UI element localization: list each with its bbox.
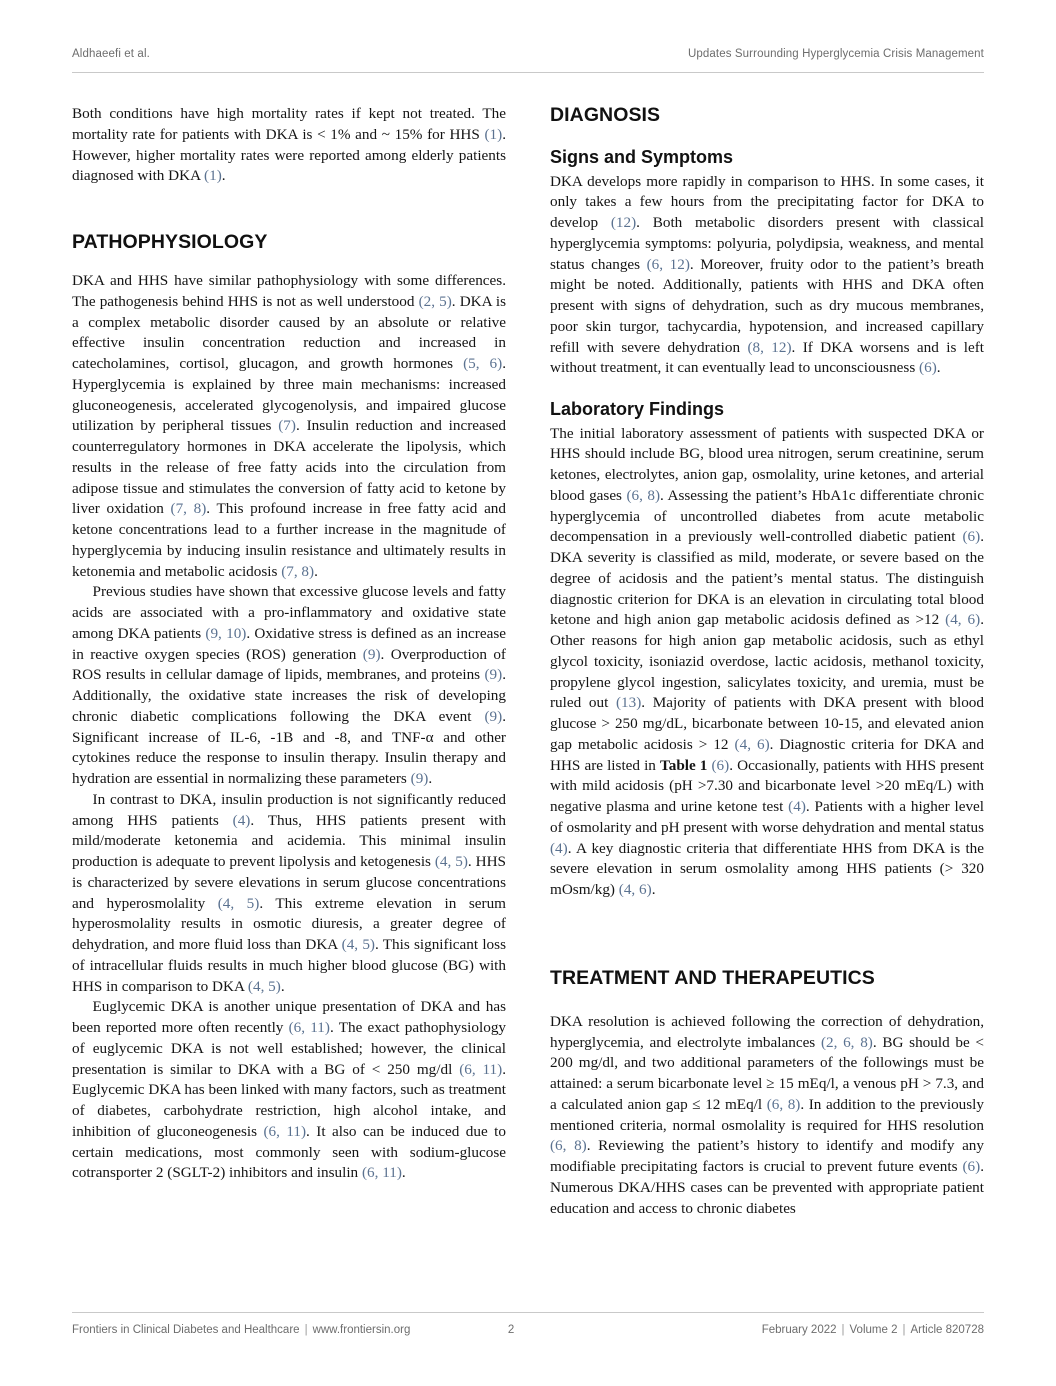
paragraph-laboratory-findings xyxy=(550,424,984,901)
text-run: DKA and HHS have similar pathophysiology with some differences. The pathogenesis behind HHS is not as well understood xyxy=(72,272,506,310)
spacer xyxy=(550,127,984,147)
page-footer xyxy=(72,1324,984,1336)
text-run: . It also can be induced due to certain medications, most commonly seen with sodium-glucose cotransporter 2 (SGLT-2) inhibitors and insulin xyxy=(72,1122,506,1182)
text-run: . Diagnostic criteria for DKA and HHS are listed in xyxy=(550,735,984,774)
text-run: . xyxy=(428,770,433,787)
table-reference[interactable]: Table 1 xyxy=(659,756,708,774)
text-run: . Euglycemic DKA has been linked with many factors, such as treatment of diabetes, carbohydrate restriction, high alcohol intake, and inhibition of gluconeogenesis xyxy=(72,1060,506,1140)
citation-link[interactable]: (6, 11) xyxy=(361,1164,402,1182)
citation-link[interactable]: (6, 11) xyxy=(263,1122,307,1140)
citation-link[interactable]: (6, 8) xyxy=(626,486,661,504)
spacer xyxy=(550,379,984,399)
citation-link[interactable]: (4, 6) xyxy=(734,735,770,753)
text-run: . xyxy=(221,167,226,185)
citation-link[interactable]: (6, 8) xyxy=(550,1137,587,1155)
paragraph-mortality xyxy=(72,104,506,187)
citation-link[interactable]: (9) xyxy=(484,666,503,684)
citation-link[interactable]: (13) xyxy=(615,694,642,712)
paragraph-treatment xyxy=(550,1012,984,1220)
footer-separator: | xyxy=(841,1324,845,1336)
citation-link[interactable]: (4, 5) xyxy=(247,977,281,995)
text-run: Previous studies have shown that excessive glucose levels and fatty acids are associated with a pro-inflammatory and oxidative state among DKA patients xyxy=(72,583,506,642)
paragraph-pathophysiology-1 xyxy=(72,271,506,582)
footer-journal-block xyxy=(72,1324,410,1336)
citation-link[interactable]: (9, 10) xyxy=(205,624,247,642)
spacer xyxy=(550,901,984,967)
text-run: Both conditions have high mortality rates if kept not treated. The mortality rate for patients with DKA is < 1% and ~ 15% for HHS xyxy=(72,105,506,143)
text-run: . xyxy=(936,359,941,377)
text-run: . This extreme elevation in serum hyperosmolality results in osmotic diuresis, a greater degree of dehydration, and more fluid loss than DKA xyxy=(72,894,506,953)
citation-link[interactable]: (6) xyxy=(962,1158,981,1176)
text-run: . HHS is characterized by severe elevations in serum glucose concentrations and hyperosmolality xyxy=(72,853,507,912)
running-head xyxy=(72,48,984,60)
citation-link[interactable]: (6, 12) xyxy=(646,255,690,273)
paragraph-signs-symptoms xyxy=(550,172,984,380)
citation-link[interactable]: (6, 8) xyxy=(766,1095,801,1113)
citation-link[interactable]: (4, 6) xyxy=(618,881,652,899)
spacer xyxy=(72,254,506,271)
citation-link[interactable]: (4) xyxy=(788,798,806,816)
citation-link[interactable]: (4, 5) xyxy=(341,936,375,953)
paragraph-pathophysiology-3 xyxy=(72,790,506,998)
text-run: In contrast to DKA, insulin production is not significantly reduced among HHS patients xyxy=(72,790,506,829)
text-run: . Majority of patients with DKA present with blood glucose > 250 mg/dL, bicarbonate between 10-15, and elevated anion gap metabolic acidosis > 12 xyxy=(550,694,984,753)
citation-link[interactable]: (7) xyxy=(278,417,296,435)
citation-link[interactable]: (4, 5) xyxy=(217,894,260,912)
citation-link[interactable]: (1) xyxy=(204,167,222,185)
text-run: . Other reasons for high anion gap metabolic acidosis, such as ethyl glycol toxicity, isoniazid overdose, lactic acidosis, methanol toxicity, propylene glycol ingestion, salicylates toxicity, and uremia, must be ruled out xyxy=(550,611,984,712)
citation-link[interactable]: (4) xyxy=(550,839,568,857)
paragraph-pathophysiology-4 xyxy=(72,997,506,1184)
text-run: . BG should be < 200 mg/dl, and two additional parameters of the followings must be attained: a serum bicarbonate level ≥ 15 mEq/l, a venous pH > 7.3, and a calculated anion gap ≤ 12 mEq/l xyxy=(550,1033,984,1113)
left-column xyxy=(72,104,506,1276)
subsection-heading-signs-and-symptoms: Signs and Symptoms xyxy=(550,147,734,167)
text-run: . xyxy=(651,881,656,899)
text-run: . Oxidative stress is defined as an increase in reactive oxygen species (ROS) generation xyxy=(72,624,506,663)
citation-link[interactable]: (7, 8) xyxy=(281,562,315,580)
citation-link[interactable]: (9) xyxy=(362,645,381,663)
citation-link[interactable]: (2, 5) xyxy=(418,292,452,310)
text-run: . Additionally, the oxidative state increases the risk of developing chronic diabetic complications following the DKA event xyxy=(72,666,506,725)
text-run: . xyxy=(280,977,285,995)
text-run: . However, higher mortality rates were reported among elderly patients diagnosed with DKA xyxy=(72,125,506,185)
footer-website-link[interactable]: www.frontiersin.org xyxy=(312,1324,411,1336)
citation-link[interactable]: (6, 11) xyxy=(459,1060,503,1078)
header-divider xyxy=(72,72,984,73)
text-run: . A key diagnostic criteria that differentiate HHS from DKA is the severe elevation in serum osmolality among HHS patients (> 320 mOsm/kg) xyxy=(550,839,984,899)
text-run: . xyxy=(314,562,318,580)
text-run: . xyxy=(401,1164,406,1182)
text-run: . Assessing the patient’s HbA1c differentiate chronic hyperglycemia of uncontrolled diabetes from acute metabolic decompensation in a previously well-controlled diabetic patient xyxy=(550,486,984,546)
footer-issue-block xyxy=(762,1324,984,1336)
citation-link[interactable]: (5, 6) xyxy=(463,355,503,372)
text-run: . This profound increase in free fatty acid and ketone concentrations lead to a further increase in the magnitude of hyperglycemia by inducing insulin resistance and ultimately results in ketonemia and metabolic acidosis xyxy=(72,500,506,580)
section-heading-diagnosis: DIAGNOSIS xyxy=(550,104,661,126)
footer-journal-name: Frontiers in Clinical Diabetes and Healthcare xyxy=(72,1324,300,1336)
citation-link[interactable]: (12) xyxy=(610,214,637,232)
footer-volume: Volume 2 xyxy=(849,1324,898,1336)
running-head-title: Updates Surrounding Hyperglycemia Crisis Management xyxy=(687,48,984,60)
text-run: . In addition to the previously mentioned criteria, normal osmolality is required for HHS resolution xyxy=(550,1095,984,1134)
text-run: . Numerous DKA/HHS cases can be prevented with appropriate patient education and access to chronic diabetes xyxy=(550,1158,984,1217)
paragraph-pathophysiology-2 xyxy=(72,582,506,790)
citation-link[interactable]: (8, 12) xyxy=(747,338,792,356)
citation-link[interactable]: (6, 11) xyxy=(288,1019,330,1036)
text-run: DKA resolution is achieved following the correction of dehydration, hyperglycemia, and electrolyte imbalances xyxy=(550,1012,984,1051)
right-column xyxy=(550,104,984,1276)
footer-divider xyxy=(72,1312,984,1313)
text-run: . If DKA worsens and is left without treatment, it can eventually lead to unconsciousness xyxy=(550,338,984,377)
running-head-authors: Aldhaeefi et al. xyxy=(72,48,150,60)
citation-link[interactable]: (4) xyxy=(232,811,251,829)
text-run: . Both metabolic disorders present with classical hyperglycemia symptoms: polyuria, polydipsia, weakness, and mental status changes xyxy=(550,214,985,273)
citation-link[interactable]: (1) xyxy=(484,125,503,143)
footer-issue-date: February 2022 xyxy=(761,1324,837,1336)
section-heading-treatment-and-therapeutics: TREATMENT AND THERAPEUTICS xyxy=(550,966,875,989)
citation-link[interactable]: (4, 6) xyxy=(945,611,981,629)
footer-separator: | xyxy=(304,1324,308,1336)
citation-link[interactable]: (6) xyxy=(962,528,981,546)
text-run: . Significant increase of IL-6, -1B and -8, and TNF-α and other cytokines reduce the response to insulin therapy. Insulin therapy and hydration are essential in normalizing these parameters xyxy=(72,707,506,787)
spacer xyxy=(550,990,984,1012)
footer-separator: | xyxy=(902,1324,906,1336)
body-columns xyxy=(72,104,984,1276)
footer-article-number: Article 820728 xyxy=(910,1324,984,1336)
text-run: . Occasionally, patients with HHS present with mild acidosis (pH >7.30 and bicarbonate level >20 mEq/L) with negative plasma and urine ketone test xyxy=(550,756,985,816)
text-run: . Hyperglycemia is explained by three main mechanisms: increased gluconeogenesis, accelerated glycogenolysis, and impaired glucose utilization by peripheral tissues xyxy=(72,355,506,435)
text-run: . Thus, HHS patients present with mild/moderate ketonemia and acidemia. This minimal insulin production is adequate to prevent lipolysis and ketogenesis xyxy=(72,811,506,870)
text-run: . This significant loss of intracellular fluids results in much higher blood glucose (BG) with HHS in comparison to DKA xyxy=(72,936,506,995)
citation-link[interactable]: (4, 5) xyxy=(434,853,468,870)
text-run: Euglycemic DKA is another unique presentation of DKA and has been reported more often recently xyxy=(72,998,506,1036)
text-run: . DKA severity is classified as mild, moderate, or severe based on the degree of acidosis and the patient’s mental status. The distinguish diagnostic criterion for DKA is an elevation in circulating total blood ketone and high anion gap metabolic acidosis defined as >12 xyxy=(550,528,984,629)
subsection-heading-laboratory-findings: Laboratory Findings xyxy=(550,399,725,420)
text-run: . Reviewing the patient’s history to identify and modify any modifiable precipitating factors is crucial to prevent future events xyxy=(550,1137,984,1176)
citation-link[interactable]: (9) xyxy=(484,707,503,725)
text-run: . The exact pathophysiology of euglycemic DKA is not well established; however, the clinical presentation is similar to DKA with a BG of < 250 mg/dl xyxy=(72,1019,507,1078)
text-run: . Insulin reduction and increased counterregulatory hormones in DKA accelerate the lipolysis, which results in the release of free fatty acids into the circulation from adipose tissue and stimulates the conversion of fatty acid to ketone by liver oxidation xyxy=(72,417,506,518)
text-run: . DKA is a complex metabolic disorder caused by an absolute or relative effective insulin concentration reduction and increased in catecholamines, cortisol, glucagon, and growth hormones xyxy=(72,292,507,372)
citation-link[interactable]: (2, 6, 8) xyxy=(820,1033,873,1051)
text-run: . Overproduction of ROS results in cellular damage of lipids, membranes, and proteins xyxy=(72,645,506,684)
footer-page-number: 2 xyxy=(507,1324,515,1336)
citation-link[interactable]: (6) xyxy=(919,359,937,377)
text-run: . Patients with a higher level of osmolarity and pH present with worse dehydration and mental status xyxy=(550,798,984,836)
citation-link[interactable]: (6) xyxy=(711,756,730,774)
text-run: The initial laboratory assessment of patients with suspected DKA or HHS should include BG, blood urea nitrogen, serum creatinine, serum ketones, electrolytes, anion gap, osmolality, urine ketones, and arterial blood gases xyxy=(550,424,984,504)
text-run: DKA develops more rapidly in comparison to HHS. In some cases, it only takes a few hours from the precipitating factor for DKA to develop xyxy=(550,172,984,232)
text-run: . Moreover, fruity odor to the patient’s breath might be noted. Additionally, patients with HHS and DKA often present with signs of dehydration, such as dry mucous membranes, poor skin turgor, tachycardia, hypotension, and increased capillary refill with severe dehydration xyxy=(550,255,984,356)
section-heading-pathophysiology: PATHOPHYSIOLOGY xyxy=(72,231,268,253)
citation-link[interactable]: (7, 8) xyxy=(170,500,207,518)
citation-link[interactable]: (9) xyxy=(410,770,429,787)
spacer xyxy=(72,187,506,231)
